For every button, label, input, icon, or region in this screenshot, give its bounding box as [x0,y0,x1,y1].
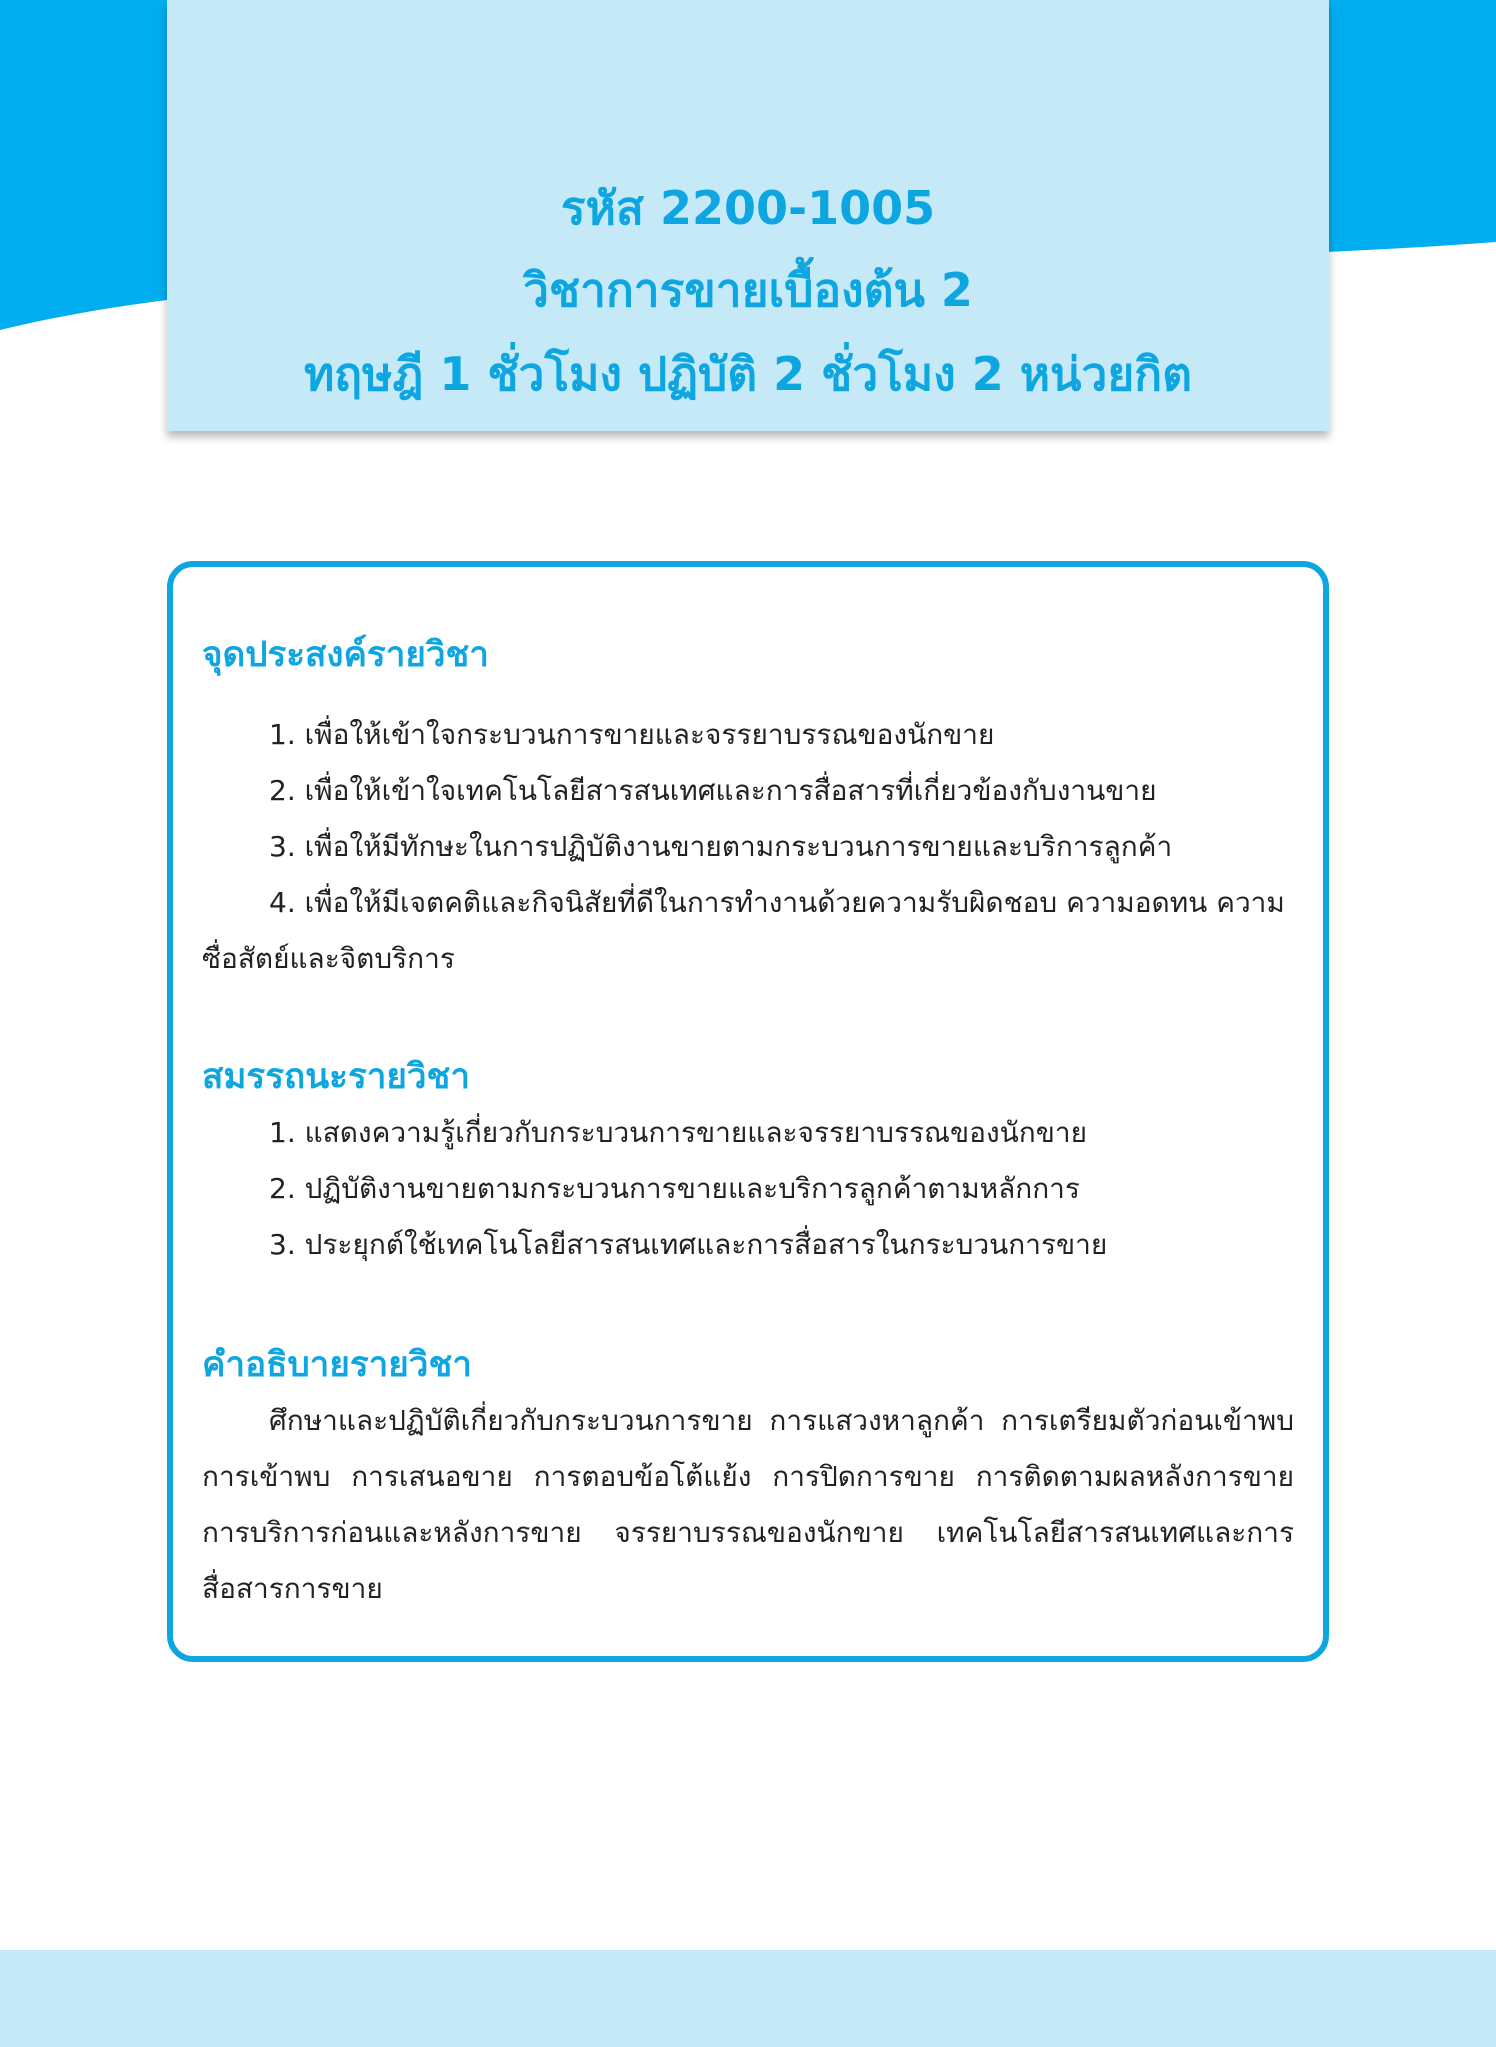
course-credits: ทฤษฎี 1 ชั่วโมง ปฏิบัติ 2 ชั่วโมง 2 หน่วยกิต [303,347,1192,401]
list-item: 1. แสดงความรู้เกี่ยวกับกระบวนการขายและจรรยาบรรณของนักขาย [269,1116,1087,1149]
bottom-band [0,1950,1496,2047]
list-item: 1. เพื่อให้เข้าใจกระบวนการขายและจรรยาบรรณของนักขาย [269,718,995,751]
competencies-heading: สมรรถนะรายวิชา [202,1057,470,1097]
course-title: วิชาการขายเบื้องต้น 2 [523,263,973,317]
description-text: ศึกษาและปฏิบัติเกี่ยวกับกระบวนการขาย การแสวงหาลูกค้า การเตรียมตัวก่อนเข้าพบ การเข้าพบ การเสนอขาย การตอบข้อโต้แย้ง การปิดการขาย การติดตามผลหลังการขาย การบริการก่อนและหลังการขาย จรรยาบรรณของนักขาย เทคโนโลยีสารสนเทศและการสื่อสารการขาย [202,1404,1294,1605]
list-item: 2. เพื่อให้เข้าใจเทคโนโลยีสารสนเทศและการสื่อสารที่เกี่ยวข้องกับงานขาย [269,774,1157,807]
list-item: 4. เพื่อให้มีเจตคติและกิจนิสัยที่ดีในการทำงานด้วยความรับผิดชอบ ความอดทน ความซื่อสัตย์และจิตบริการ [202,886,1285,975]
list-item: 2. ปฏิบัติงานขายตามกระบวนการขายและบริการลูกค้าตามหลักการ [269,1172,1080,1205]
course-header-panel [167,0,1329,431]
course-content-box [167,561,1329,1662]
objectives-list [202,707,1294,987]
objectives-heading: จุดประสงค์รายวิชา [202,635,489,675]
list-item: 3. ประยุกต์ใช้เทคโนโลยีสารสนเทศและการสื่อสารในกระบวนการขาย [269,1228,1108,1261]
competencies-list [202,1105,1294,1273]
description-heading: คำอธิบายรายวิชา [202,1345,472,1385]
list-item: 3. เพื่อให้มีทักษะในการปฏิบัติงานขายตามกระบวนการขายและบริการลูกค้า [269,830,1173,863]
course-code: รหัส 2200-1005 [560,181,936,235]
